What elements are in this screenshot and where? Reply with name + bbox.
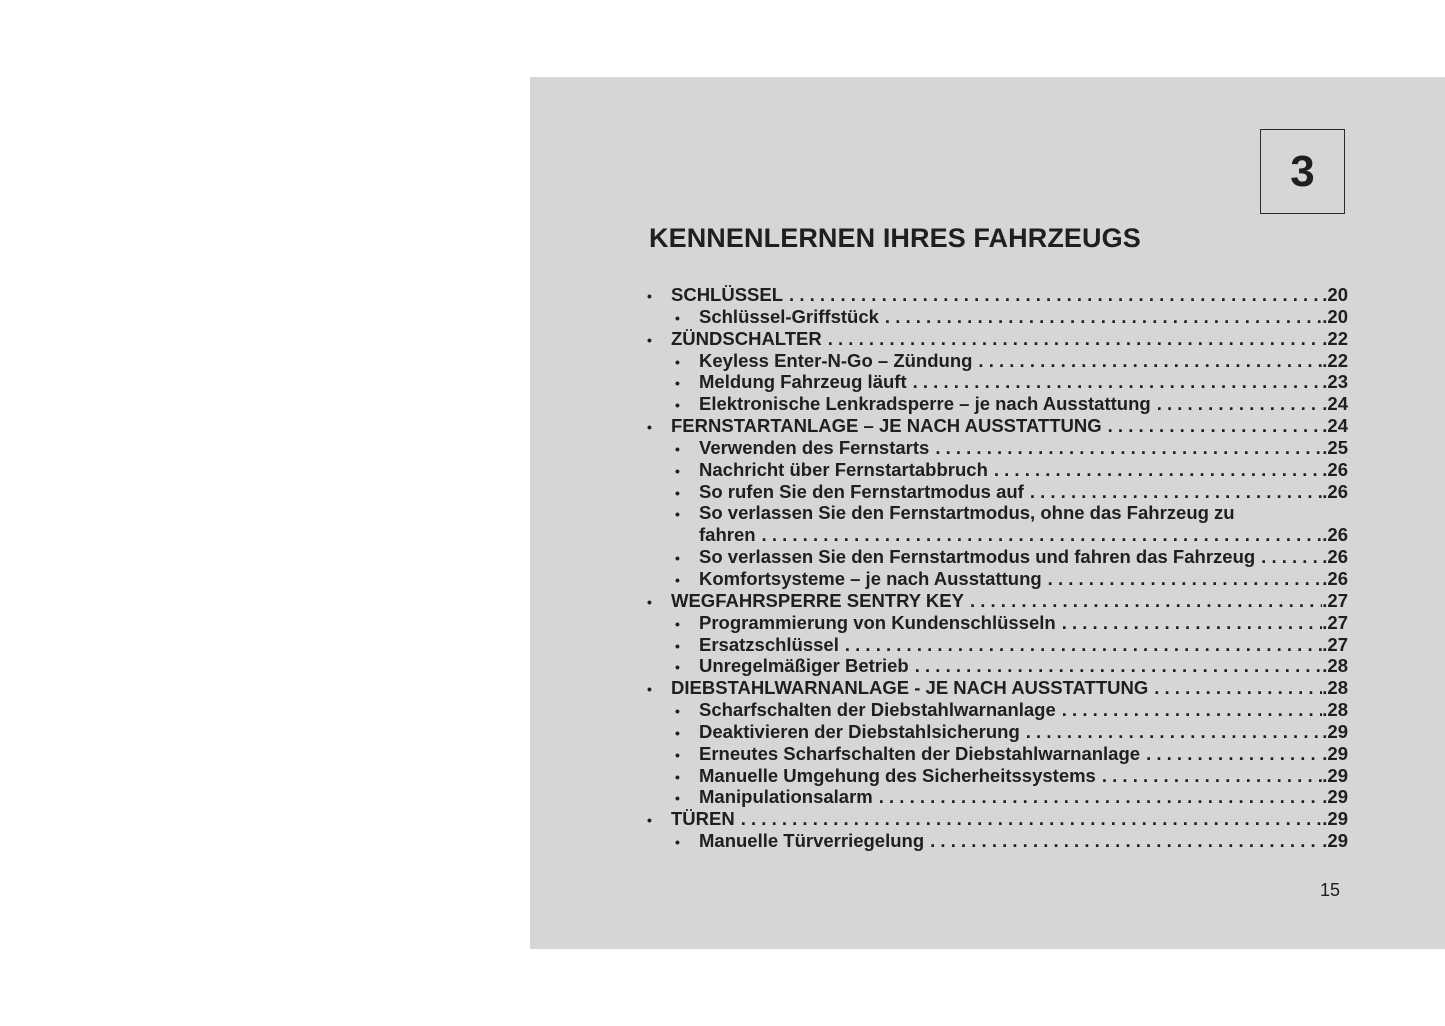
bullet-icon: •: [675, 440, 680, 457]
bullet-icon: •: [675, 834, 680, 851]
page-title: KENNENLERNEN IHRES FAHRZEUGS: [649, 223, 1141, 253]
dot-leader: [1096, 765, 1322, 787]
toc-entry-label: Nachricht über Fernstartabbruch: [699, 458, 988, 480]
toc-entry[interactable]: [644, 765, 1348, 787]
toc-entry-label: Unregelmäßiger Betrieb: [699, 655, 909, 677]
toc-entry-page: .28: [1322, 699, 1348, 721]
toc-entry-label: WEGFAHRSPERRE SENTRY KEY: [671, 589, 964, 611]
toc-entry[interactable]: [644, 371, 1348, 393]
bullet-icon: •: [675, 353, 680, 370]
dot-leader: [1042, 568, 1323, 590]
toc-entry[interactable]: [644, 655, 1348, 677]
toc-entry-label: SCHLÜSSEL: [671, 284, 784, 305]
toc-entry[interactable]: [644, 415, 1348, 437]
toc-entry-page: .27: [1322, 589, 1348, 611]
toc-entry-page: .24: [1322, 415, 1348, 437]
chapter-number-box: [1260, 129, 1345, 214]
toc-entry[interactable]: [644, 481, 1348, 503]
dot-leader: [822, 328, 1323, 350]
bullet-icon: •: [675, 309, 680, 326]
toc-entry-label: DIEBSTAHLWARNANLAGE - JE NACH AUSSTATTUNG: [671, 677, 1149, 699]
toc-entry[interactable]: [644, 393, 1348, 415]
bullet-icon: •: [675, 550, 680, 567]
toc-entry-label: Manuelle Türverriegelung: [699, 830, 925, 852]
bullet-icon: •: [675, 484, 680, 501]
toc-entry[interactable]: [644, 328, 1348, 350]
dot-leader: [929, 437, 1322, 459]
bullet-icon: •: [675, 375, 680, 392]
dot-leader: [873, 786, 1323, 808]
dot-leader: [1020, 721, 1323, 743]
toc-entry-label: TÜREN: [671, 808, 735, 830]
dot-leader: [1148, 677, 1322, 699]
toc-entry-label: Manipulationsalarm: [699, 786, 873, 808]
toc-entry[interactable]: [644, 743, 1348, 765]
toc-entry-page: .29: [1322, 764, 1348, 786]
toc-entry-label: ZÜNDSCHALTER: [671, 327, 822, 349]
toc-entry[interactable]: [644, 721, 1348, 743]
dot-leader: [907, 371, 1323, 393]
bullet-icon: •: [647, 812, 652, 829]
toc-entry-page: .29: [1322, 720, 1348, 742]
bullet-icon: •: [647, 593, 652, 610]
dot-leader: [1140, 743, 1322, 765]
toc-entry[interactable]: [644, 437, 1348, 459]
toc-entry-label: Deaktivieren der Diebstahlsicherung: [699, 720, 1020, 742]
toc-entry[interactable]: [644, 677, 1348, 699]
toc-entry-label: Meldung Fahrzeug läuft: [699, 371, 907, 393]
toc-entry-label: So verlassen Sie den Fernstartmodus und fahren das Fahrzeug: [699, 546, 1256, 568]
bullet-icon: •: [675, 506, 680, 523]
toc-entry-page: .22: [1322, 349, 1348, 371]
toc-entry[interactable]: [644, 786, 1348, 808]
dot-leader: [964, 590, 1322, 612]
toc-entry-label: Verwenden des Fernstarts: [699, 436, 930, 458]
toc-entry-page: .26: [1322, 546, 1348, 568]
bullet-icon: •: [647, 288, 652, 304]
toc-entry-page: .20: [1322, 305, 1348, 327]
page-number: 15: [1320, 880, 1341, 900]
toc-entry[interactable]: [644, 808, 1348, 830]
toc-entry[interactable]: [644, 590, 1348, 612]
toc-entry-label: Programmierung von Kundenschlüsseln: [699, 611, 1056, 633]
toc-entry-label: Erneutes Scharfschalten der Diebstahlwarnanlage: [699, 742, 1141, 764]
toc-entry-page: .27: [1322, 611, 1348, 633]
dot-leader: [988, 459, 1322, 481]
bullet-icon: •: [675, 637, 680, 654]
dot-leader: [1102, 415, 1323, 437]
toc-entry[interactable]: [644, 546, 1348, 568]
toc-entry-label: Scharfschalten der Diebstahlwarnanlage: [699, 699, 1056, 721]
bullet-icon: •: [647, 419, 652, 436]
bullet-icon: •: [675, 703, 680, 720]
dot-leader: [1255, 546, 1322, 568]
toc-entry-label: Elektronische Lenkradsperre – je nach Ausstattung: [699, 393, 1151, 415]
toc-entry-label: Manuelle Umgehung des Sicherheitssystems: [699, 764, 1096, 786]
toc-entry-page: .25: [1322, 436, 1348, 458]
toc-entry-page: .27: [1322, 633, 1348, 655]
toc-entry-page: .29: [1322, 742, 1348, 764]
dot-leader: [783, 284, 1322, 306]
toc-entry-page: .26: [1322, 524, 1348, 546]
dot-leader: [839, 634, 1322, 656]
toc-entry[interactable]: [644, 459, 1348, 481]
toc-entry[interactable]: [644, 524, 1348, 546]
toc-entry-label: So rufen Sie den Fernstartmodus auf: [699, 480, 1024, 502]
toc-entry-label: FERNSTARTANLAGE – JE NACH AUSSTATTUNG: [671, 415, 1102, 437]
bullet-icon: •: [675, 746, 680, 763]
toc-entry[interactable]: [644, 306, 1348, 328]
toc-entry-page: .26: [1322, 567, 1348, 589]
toc-entry-label: Keyless Enter-N-Go – Zündung: [699, 349, 973, 371]
dot-leader: [924, 830, 1322, 852]
toc-entry[interactable]: [644, 634, 1348, 656]
toc-entry-page: .26: [1322, 480, 1348, 502]
toc-entry[interactable]: [644, 830, 1348, 852]
dot-leader: [879, 306, 1322, 328]
toc-entry-label: fahren: [699, 524, 756, 546]
dot-leader: [1056, 612, 1323, 634]
toc-entry-page: .28: [1322, 677, 1348, 699]
toc-entry-page: .23: [1322, 371, 1348, 393]
dot-leader: [972, 350, 1322, 372]
toc-entry-label: Ersatzschlüssel: [699, 633, 839, 655]
bullet-icon: •: [675, 768, 680, 785]
bullet-icon: •: [675, 790, 680, 807]
toc-entry-page: .24: [1322, 393, 1348, 415]
bullet-icon: •: [675, 397, 680, 414]
dot-leader: [1056, 699, 1323, 721]
toc-entry-page: .29: [1322, 808, 1348, 830]
dot-leader: [756, 524, 1323, 546]
toc-entry[interactable]: [644, 699, 1348, 721]
document-page: [530, 77, 1445, 949]
toc-entry[interactable]: [644, 568, 1348, 590]
bullet-icon: •: [675, 615, 680, 632]
bullet-icon: •: [675, 724, 680, 741]
toc-entry-page: .29: [1322, 786, 1348, 808]
toc-entry-page: .28: [1322, 655, 1348, 677]
toc-entry-page: .29: [1322, 830, 1348, 852]
toc-entry-label: Schlüssel-Griffstück: [699, 305, 879, 327]
bullet-icon: •: [647, 331, 652, 348]
toc-entry-page: .22: [1322, 327, 1348, 349]
toc-entry-page: .26: [1322, 458, 1348, 480]
bullet-icon: •: [675, 571, 680, 588]
toc-entry-label: So verlassen Sie den Fernstartmodus, ohne das Fahrzeug zu: [699, 502, 1235, 524]
dot-leader: [909, 655, 1323, 677]
toc-entry[interactable]: [644, 350, 1348, 372]
bullet-icon: •: [675, 462, 680, 479]
dot-leader: [1151, 393, 1323, 415]
toc-entry[interactable]: [644, 284, 1348, 306]
bullet-icon: •: [647, 681, 652, 698]
toc-entry-page: .20: [1322, 284, 1348, 305]
toc-entry[interactable]: [644, 502, 1348, 524]
toc-entry[interactable]: [644, 612, 1348, 634]
bullet-icon: •: [675, 659, 680, 676]
chapter-number: 3: [1290, 146, 1315, 196]
dot-leader: [735, 808, 1323, 830]
table-of-contents: [644, 284, 1348, 852]
toc-entry-label: Komfortsysteme – je nach Ausstattung: [699, 567, 1042, 589]
dot-leader: [1024, 481, 1322, 503]
